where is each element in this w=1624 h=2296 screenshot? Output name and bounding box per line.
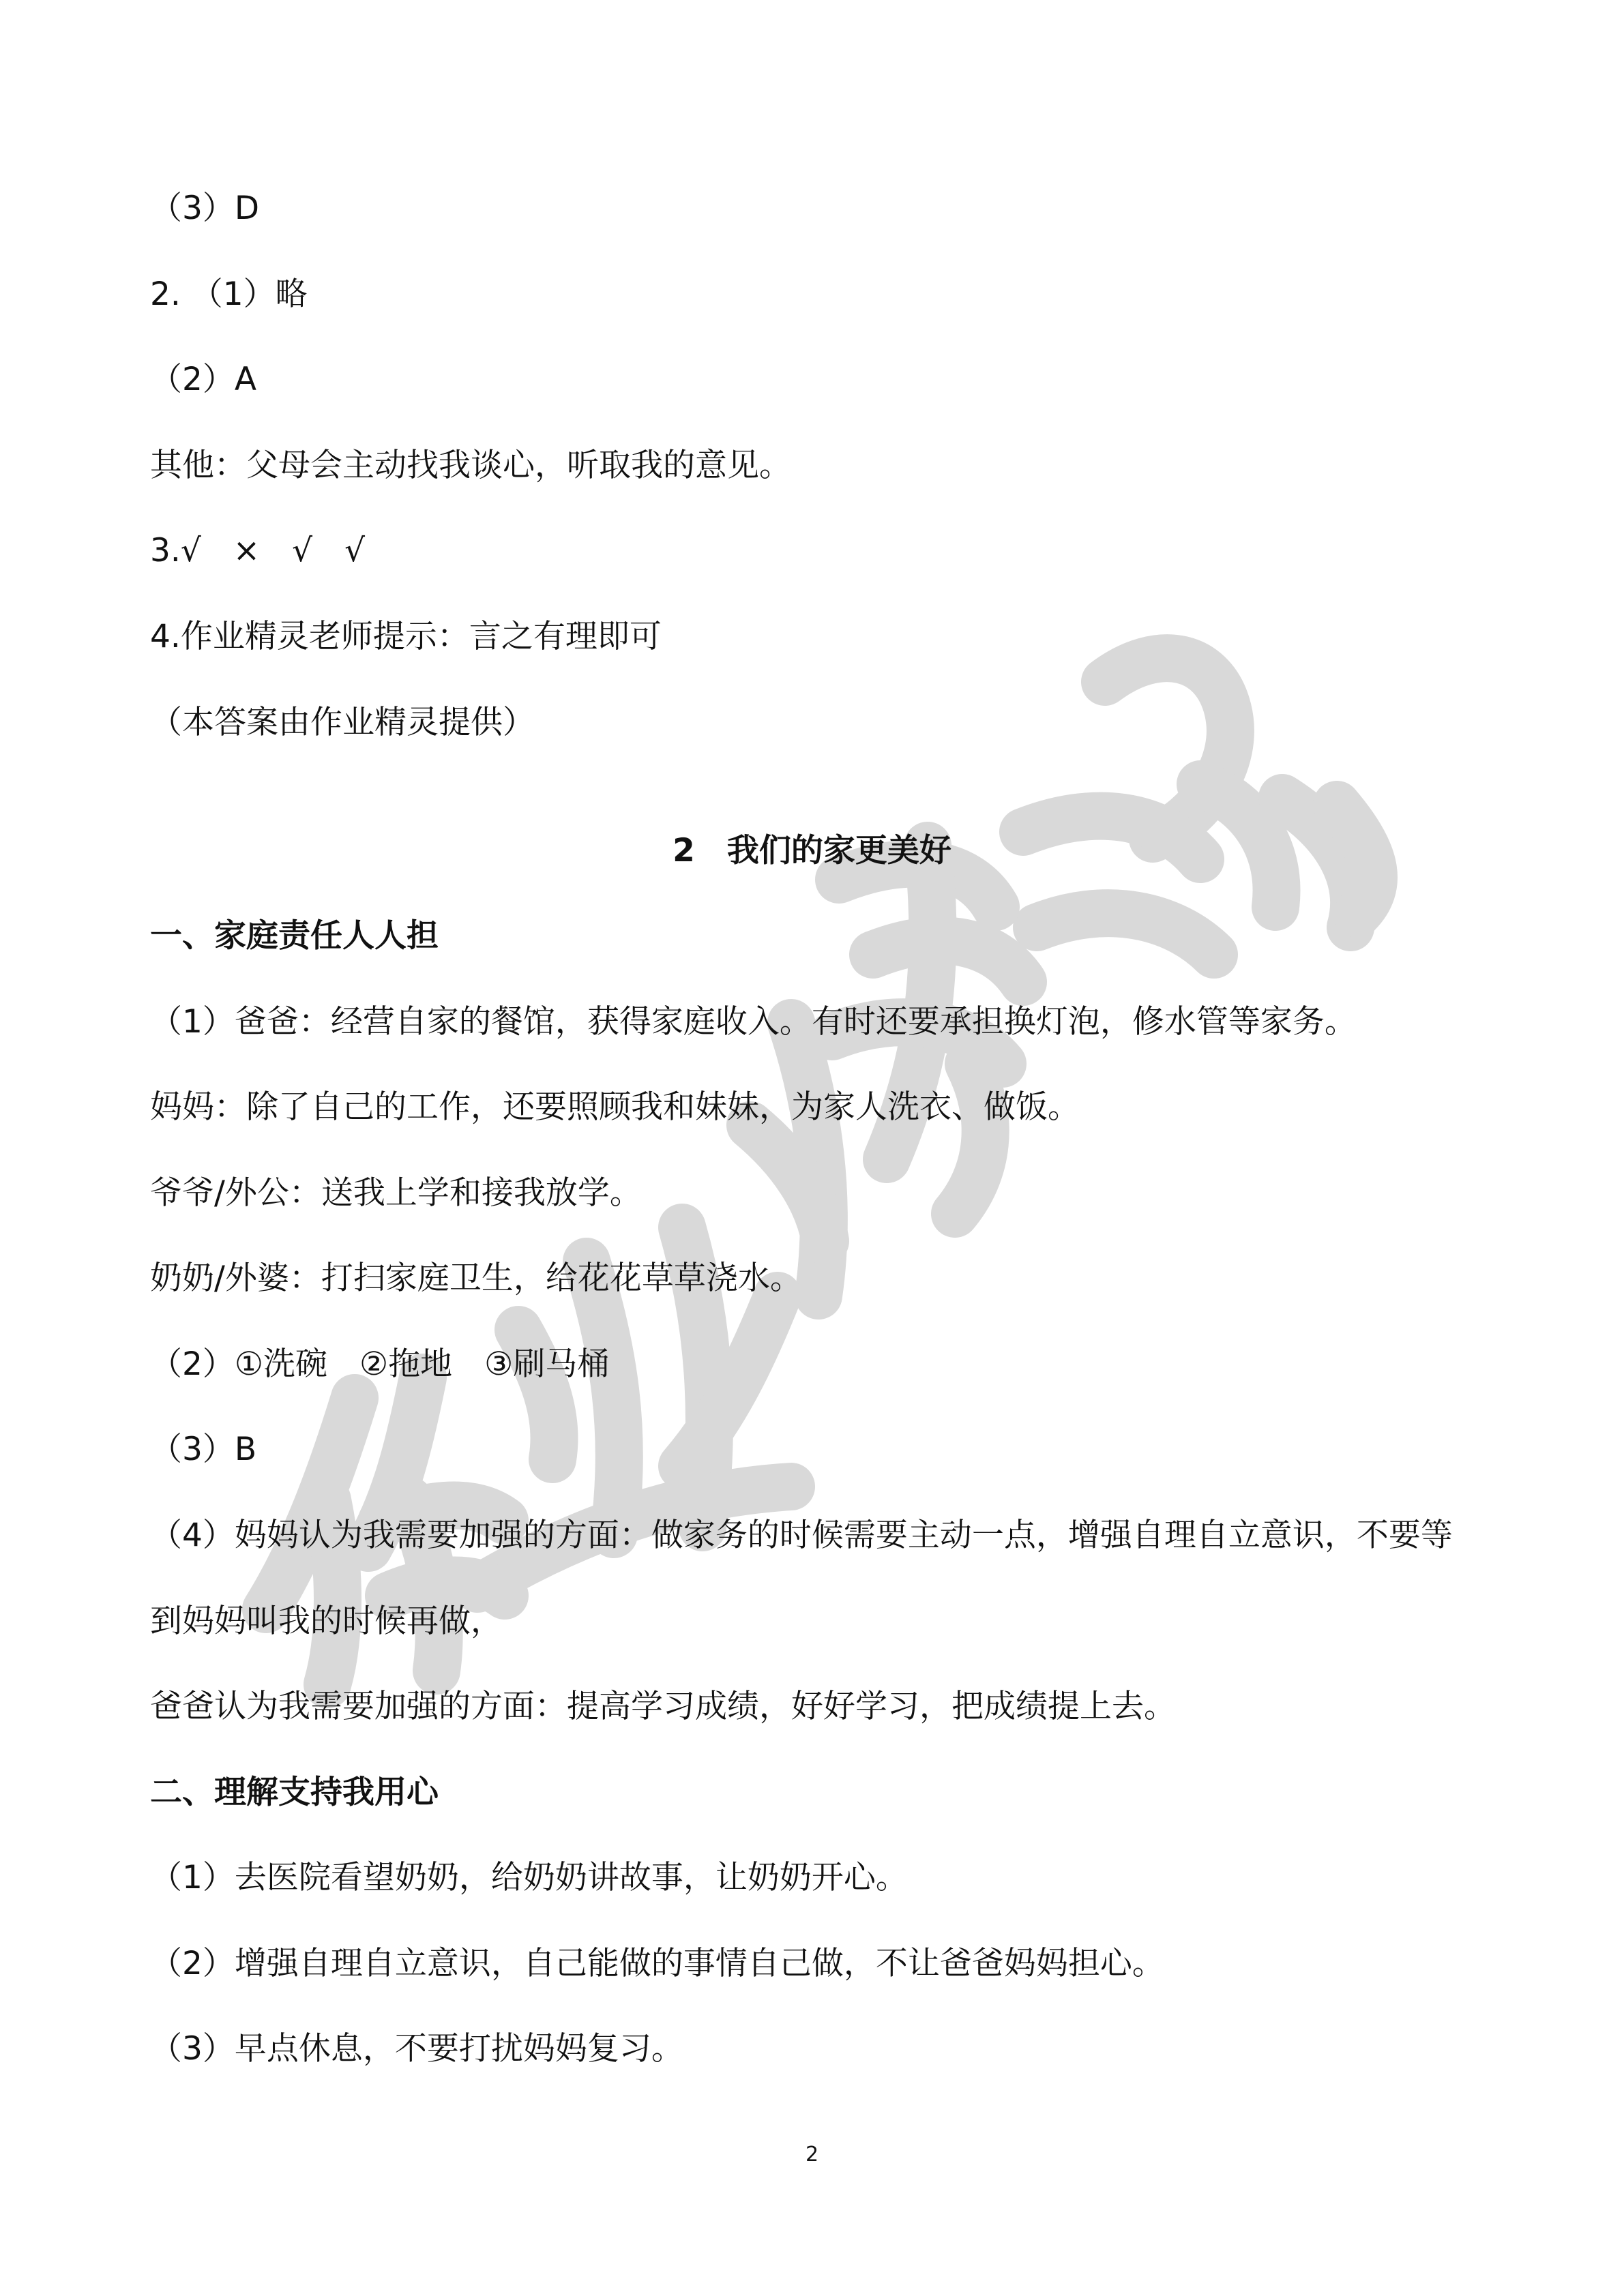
answer-line: 4.作业精灵老师提示：言之有理即可 <box>150 618 662 655</box>
answer-line: 2. （1）略 <box>150 275 308 313</box>
part2-heading: 二、理解支持我用心 <box>150 1774 439 1811</box>
answer-line: 到妈妈叫我的时候再做， <box>150 1602 503 1640</box>
answer-line: （4）妈妈认为我需要加强的方面：做家务的时候需要主动一点，增强自理自立意识，不要等 <box>150 1517 1453 1554</box>
answer-line: （2）①洗碗 ②拖地 ③刷马桶 <box>150 1345 610 1383</box>
answer-line: （3）早点休息，不要打扰妈妈复习。 <box>150 2030 683 2068</box>
answer-line: 奶奶/外婆：打扫家庭卫生，给花花草草浇水。 <box>150 1259 802 1297</box>
part1-heading: 一、家庭责任人人担 <box>150 917 439 955</box>
answer-line: 3.√ × √ √ <box>150 532 366 569</box>
answer-line: （2）增强自理自立意识，自己能做的事情自己做，不让爸爸妈妈担心。 <box>150 1945 1164 1982</box>
section-title: 2 我们的家更美好 <box>673 832 951 869</box>
answer-line: 其他：父母会主动找我谈心，听取我的意见。 <box>150 447 791 484</box>
answer-line: 妈妈：除了自己的工作，还要照顾我和妹妹，为家人洗衣、做饭。 <box>150 1088 1080 1126</box>
page-number: 2 <box>805 2143 819 2166</box>
answer-line: 爷爷/外公：送我上学和接我放学。 <box>150 1174 642 1212</box>
answer-line: （1）爸爸：经营自家的餐馆，获得家庭收入。有时还要承担换灯泡，修水管等家务。 <box>150 1003 1357 1041</box>
answer-line: （3）D <box>150 190 260 227</box>
answer-line: （2）A <box>150 361 257 398</box>
answer-line: （1）去医院看望奶奶，给奶奶讲故事，让奶奶开心。 <box>150 1859 908 1896</box>
answer-line: 爸爸认为我需要加强的方面：提高学习成绩，好好学习，把成绩提上去。 <box>150 1688 1176 1725</box>
answer-line: （3）B <box>150 1431 257 1468</box>
source-note: （本答案由作业精灵提供） <box>150 704 535 741</box>
